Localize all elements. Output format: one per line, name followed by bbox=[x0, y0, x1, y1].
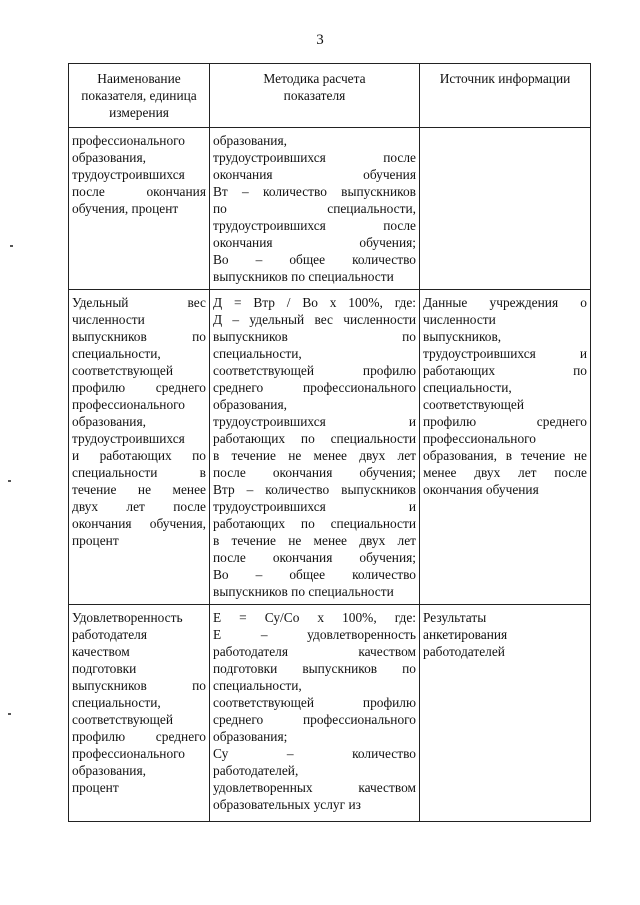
cell-line: Источник информации bbox=[439, 71, 571, 86]
indicator-name-cell bbox=[69, 605, 210, 822]
cell-line: в течение не менее двух лет bbox=[213, 533, 416, 548]
cell-line: после окончания обучения; bbox=[213, 465, 416, 480]
cell-line: работодателей bbox=[423, 644, 505, 659]
information-source-cell bbox=[420, 605, 591, 822]
cell-line: измерения bbox=[109, 105, 169, 120]
cell-line: трудоустроившихся bbox=[72, 431, 185, 446]
header-indicator-name bbox=[69, 64, 210, 128]
cell-line: численности bbox=[72, 312, 145, 327]
cell-line: Е – удовлетворенность bbox=[213, 627, 416, 642]
cell-line: специальности, bbox=[423, 380, 512, 395]
cell-line: образования, bbox=[72, 763, 146, 778]
cell-line: Д – удельный вес численности bbox=[213, 312, 416, 327]
cell-line: течение не менее bbox=[72, 482, 206, 497]
cell-line: Методика расчета bbox=[263, 71, 366, 86]
cell-line: показателя bbox=[283, 88, 346, 103]
cell-line: специальности в bbox=[72, 465, 206, 480]
cell-line: выпускников по специальности bbox=[213, 269, 394, 284]
cell-line: Удельный вес bbox=[72, 295, 206, 310]
cell-line: трудоустроившихся bbox=[72, 167, 185, 182]
indicator-name-cell bbox=[69, 128, 210, 290]
cell-line: работающих по специальности bbox=[213, 516, 416, 531]
cell-line: образования, bbox=[72, 414, 146, 429]
table-row bbox=[69, 290, 591, 605]
cell-line: после окончания обучения; bbox=[213, 550, 416, 565]
cell-line: Во – общее количество bbox=[213, 252, 416, 267]
cell-line: работающих по bbox=[423, 363, 587, 378]
cell-line: трудоустроившихся и bbox=[423, 346, 587, 361]
header-calculation-method bbox=[210, 64, 420, 128]
cell-line: профессионального bbox=[72, 746, 185, 761]
cell-line: окончания обучения bbox=[213, 167, 416, 182]
scan-mark bbox=[8, 713, 11, 715]
cell-line: выпускников по bbox=[72, 329, 206, 344]
cell-line: удовлетворенных качеством bbox=[213, 780, 416, 795]
scan-mark bbox=[8, 480, 11, 482]
header-information-source bbox=[420, 64, 591, 128]
cell-line: образования; bbox=[213, 729, 288, 744]
cell-line: выпускников по bbox=[213, 329, 416, 344]
cell-line: Наименование bbox=[97, 71, 181, 86]
cell-line: выпускников по специальности bbox=[213, 584, 394, 599]
scan-mark bbox=[10, 245, 13, 247]
calculation-method-cell bbox=[210, 605, 420, 822]
indicator-table bbox=[68, 63, 591, 822]
cell-line: Е = Су/Со х 100%, где: bbox=[213, 610, 416, 625]
cell-line: работодателей, bbox=[213, 763, 299, 778]
information-source-cell bbox=[420, 128, 591, 290]
cell-line: специальности, bbox=[213, 346, 302, 361]
cell-line: соответствующей bbox=[423, 397, 524, 412]
cell-line: окончания обучения bbox=[423, 482, 539, 497]
cell-line: двух лет после bbox=[72, 499, 206, 514]
indicator-name-cell bbox=[69, 290, 210, 605]
cell-line: Данные учреждения о bbox=[423, 295, 587, 310]
cell-line: анкетирования bbox=[423, 627, 508, 642]
calculation-method-cell bbox=[210, 128, 420, 290]
cell-line: образования, в течение не bbox=[423, 448, 587, 463]
cell-line: работающих по специальности bbox=[213, 431, 416, 446]
cell-line: в течение не менее двух лет bbox=[213, 448, 416, 463]
page-number: 3 bbox=[316, 32, 324, 48]
cell-line: специальности, bbox=[213, 678, 302, 693]
cell-line: соответствующей профилю bbox=[213, 363, 416, 378]
cell-line: и работающих по bbox=[72, 448, 206, 463]
cell-line: профилю среднего bbox=[423, 414, 587, 429]
cell-line: профессионального bbox=[72, 133, 185, 148]
cell-line: менее двух лет после bbox=[423, 465, 587, 480]
cell-line: Удовлетворенность bbox=[72, 610, 183, 625]
cell-line: окончания обучения; bbox=[213, 235, 416, 250]
cell-line: Втр – количество выпускников bbox=[213, 482, 416, 497]
cell-line: Во – общее количество bbox=[213, 567, 416, 582]
cell-line: показателя, единица bbox=[81, 88, 197, 103]
cell-line: численности bbox=[423, 312, 496, 327]
cell-line: среднего профессионального bbox=[213, 712, 416, 727]
cell-line: соответствующей bbox=[72, 363, 173, 378]
cell-line: по специальности, bbox=[213, 201, 416, 216]
cell-line: выпускников, bbox=[423, 329, 502, 344]
cell-line: после окончания bbox=[72, 184, 206, 199]
cell-line: подготовки выпускников по bbox=[213, 661, 416, 676]
table-row bbox=[69, 605, 591, 822]
cell-line: образования, bbox=[72, 150, 146, 165]
cell-line: окончания обучения, bbox=[72, 516, 206, 531]
table-header-row bbox=[69, 64, 591, 128]
cell-line: работодателя bbox=[72, 627, 148, 642]
cell-line: Д = Втр / Во х 100%, где: bbox=[213, 295, 416, 310]
cell-line: специальности, bbox=[72, 346, 161, 361]
cell-line: подготовки bbox=[72, 661, 137, 676]
cell-line: трудоустроившихся и bbox=[213, 414, 416, 429]
cell-line: Результаты bbox=[423, 610, 487, 625]
cell-line: Вт – количество выпускников bbox=[213, 184, 416, 199]
cell-line: выпускников по bbox=[72, 678, 206, 693]
cell-line: профессионального bbox=[72, 397, 185, 412]
cell-line: качеством bbox=[72, 644, 130, 659]
cell-line: соответствующей bbox=[72, 712, 173, 727]
cell-line: профилю среднего bbox=[72, 380, 206, 395]
table-row bbox=[69, 128, 591, 290]
cell-line: образования, bbox=[213, 397, 287, 412]
cell-line: Су – количество bbox=[213, 746, 416, 761]
cell-line: профилю среднего bbox=[72, 729, 206, 744]
cell-line: трудоустроившихся и bbox=[213, 499, 416, 514]
cell-line: работодателя качеством bbox=[213, 644, 416, 659]
cell-line: обучения, процент bbox=[72, 201, 179, 216]
cell-line: процент bbox=[72, 533, 119, 548]
cell-line: процент bbox=[72, 780, 119, 795]
cell-line: трудоустроившихся после bbox=[213, 150, 416, 165]
cell-line: специальности, bbox=[72, 695, 161, 710]
calculation-method-cell bbox=[210, 290, 420, 605]
cell-line: образовательных услуг из bbox=[213, 797, 361, 812]
cell-line: профессионального bbox=[423, 431, 536, 446]
cell-line: трудоустроившихся после bbox=[213, 218, 416, 233]
cell-line: соответствующей профилю bbox=[213, 695, 416, 710]
cell-line: образования, bbox=[213, 133, 287, 148]
cell-line: среднего профессионального bbox=[213, 380, 416, 395]
information-source-cell bbox=[420, 290, 591, 605]
